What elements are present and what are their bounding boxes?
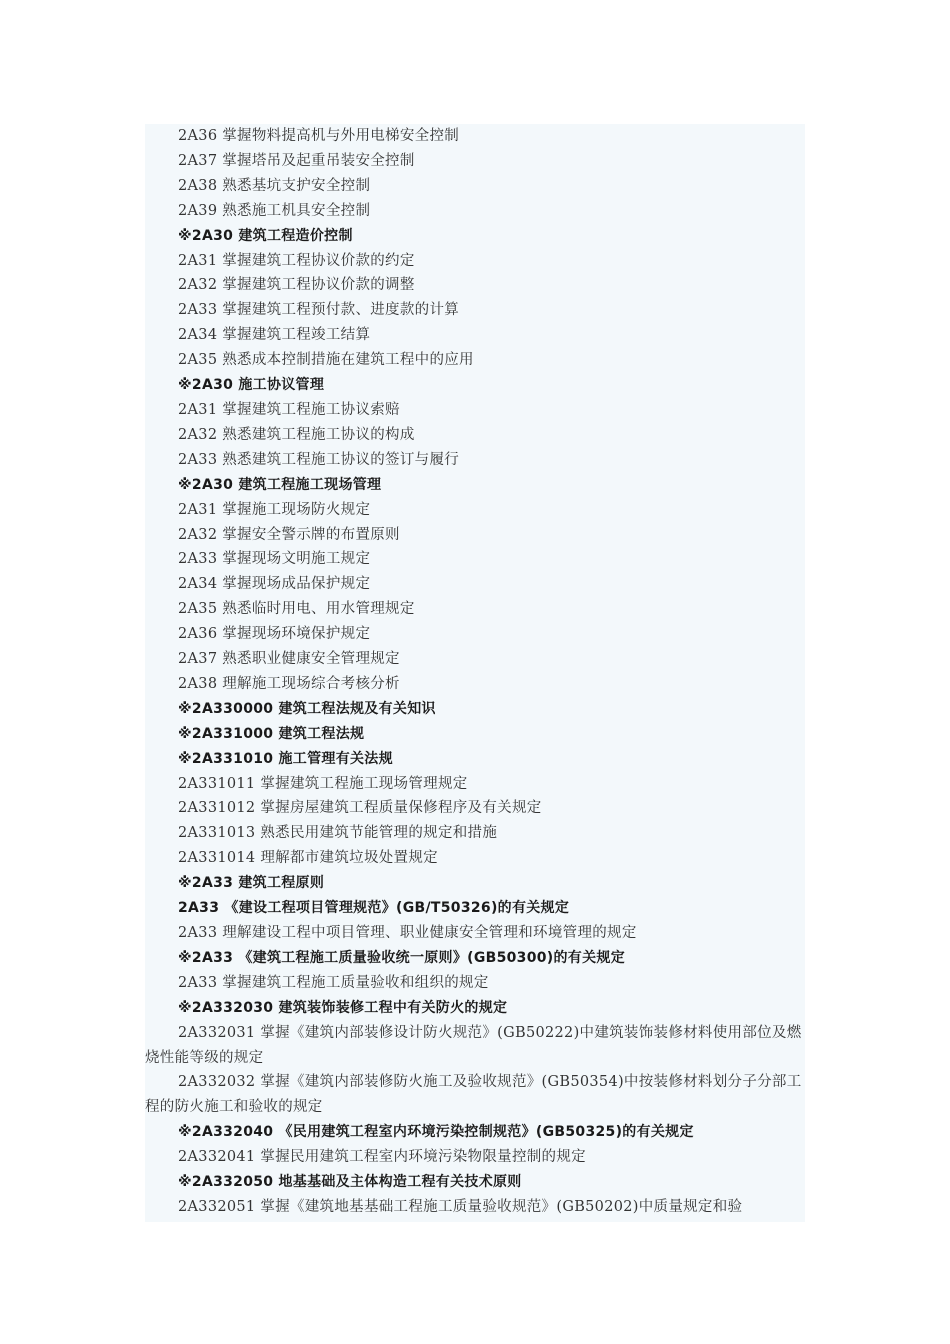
section-heading: 2A33 《建设工程项目管理规范》(GB/T50326)的有关规定: [178, 900, 570, 917]
list-item-paragraph: 2A332031 掌握《建筑内部装修设计防火规范》(GB50222)中建筑装饰装修材料使用部位及燃烧性能等级的规定: [145, 1024, 802, 1066]
list-item: 2A331013 熟悉民用建筑节能管理的规定和措施: [178, 825, 498, 842]
list-item: 2A332041 掌握民用建筑工程室内环境污染物限量控制的规定: [178, 1149, 586, 1166]
list-item: 2A37 熟悉职业健康安全管理规定: [178, 651, 400, 668]
list-item: 2A38 熟悉基坑支护安全控制: [178, 177, 371, 194]
list-item-paragraph: 2A332051 掌握《建筑地基基础工程施工质量验收规范》(GB50202)中质量规定和验: [178, 1198, 743, 1215]
list-item: 2A38 理解施工现场综合考核分析: [178, 675, 400, 692]
section-heading: ※2A33 建筑工程原则: [178, 875, 325, 892]
list-item: 2A331012 掌握房屋建筑工程质量保修程序及有关规定: [178, 800, 542, 817]
section-heading: ※2A330000 建筑工程法规及有关知识: [178, 700, 436, 717]
list-item: 2A32 掌握建筑工程协议价款的调整: [178, 277, 415, 294]
section-heading: ※2A30 建筑工程造价控制: [178, 227, 353, 244]
section-heading: ※2A332050 地基基础及主体构造工程有关技术原则: [178, 1174, 522, 1191]
list-item: 2A37 掌握塔吊及起重吊装安全控制: [178, 152, 415, 169]
section-heading: ※2A332030 建筑装饰装修工程中有关防火的规定: [178, 999, 508, 1016]
section-heading: ※2A332040 《民用建筑工程室内环境污染控制规范》(GB50325)的有关规定: [178, 1124, 694, 1141]
list-item: 2A36 掌握物料提高机与外用电梯安全控制: [178, 128, 460, 144]
list-item: 2A33 掌握建筑工程施工质量验收和组织的规定: [178, 974, 489, 991]
section-heading: ※2A30 建筑工程施工现场管理: [178, 476, 382, 493]
list-item-paragraph: 2A332032 掌握《建筑内部装修防火施工及验收规范》(GB50354)中按装修材料划分子分部工程的防火施工和验收的规定: [145, 1074, 802, 1116]
section-heading: ※2A30 施工协议管理: [178, 377, 325, 394]
list-item: 2A33 掌握现场文明施工规定: [178, 551, 371, 568]
list-item: 2A36 掌握现场环境保护规定: [178, 626, 371, 643]
list-item: 2A32 熟悉建筑工程施工协议的构成: [178, 426, 415, 443]
document-body: [145, 124, 805, 1222]
list-item: 2A35 熟悉成本控制措施在建筑工程中的应用: [178, 352, 474, 369]
section-heading: ※2A331000 建筑工程法规: [178, 725, 365, 742]
list-item: 2A34 掌握建筑工程竣工结算: [178, 327, 371, 344]
list-item: 2A34 掌握现场成品保护规定: [178, 576, 371, 593]
list-item: 2A331014 理解都市建筑垃圾处置规定: [178, 850, 438, 867]
list-item: 2A33 熟悉建筑工程施工协议的签订与履行: [178, 451, 460, 468]
list-item: 2A31 掌握建筑工程施工协议索赔: [178, 401, 400, 418]
list-item: 2A32 掌握安全警示牌的布置原则: [178, 526, 400, 543]
list-item: 2A31 掌握施工现场防火规定: [178, 501, 371, 518]
section-heading: ※2A33 《建筑工程施工质量验收统一原则》(GB50300)的有关规定: [178, 949, 626, 966]
list-item: 2A31 掌握建筑工程协议价款的约定: [178, 252, 415, 269]
list-item: 2A331011 掌握建筑工程施工现场管理规定: [178, 775, 468, 792]
section-heading: ※2A331010 施工管理有关法规: [178, 750, 393, 767]
list-item: 2A33 理解建设工程中项目管理、职业健康安全管理和环境管理的规定: [178, 925, 637, 941]
list-item: 2A33 掌握建筑工程预付款、进度款的计算: [178, 302, 460, 319]
list-item: 2A35 熟悉临时用电、用水管理规定: [178, 601, 415, 618]
list-item: 2A39 熟悉施工机具安全控制: [178, 202, 371, 219]
